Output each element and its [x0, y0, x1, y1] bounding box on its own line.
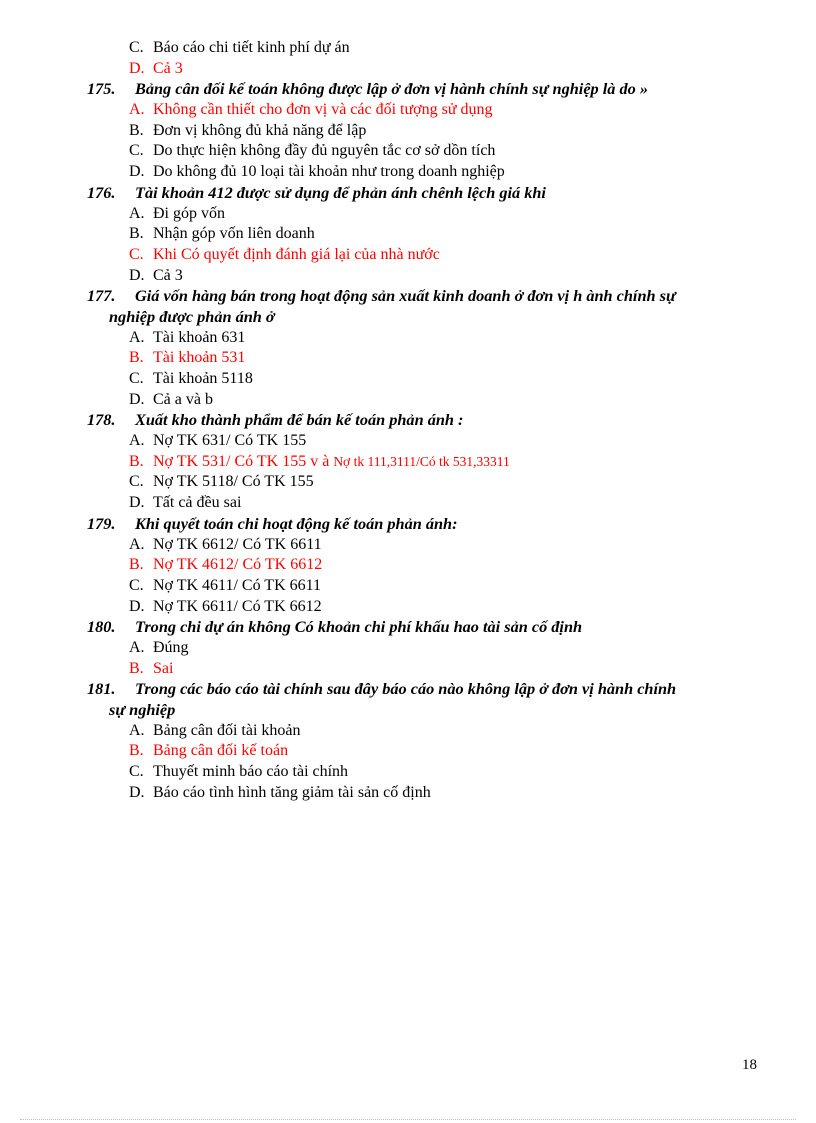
- option-letter: D.: [129, 163, 145, 181]
- option-letter: B.: [129, 349, 144, 367]
- question-number: 175.: [87, 79, 116, 99]
- option-text-extra: Nợ tk 111,3111/Có tk 531,33311: [333, 453, 510, 469]
- option-text: Bảng cân đối kế toán: [153, 742, 289, 760]
- answer-option: [0, 472, 816, 493]
- answer-option: [0, 369, 816, 390]
- answer-option: [0, 121, 816, 142]
- option-text: Báo cáo tình hình tăng giảm tài sản cố định: [153, 783, 431, 801]
- question-text: Xuất kho thành phẩm để bán kế toán phản ánh :: [135, 410, 464, 430]
- question-text: Khi quyết toán chi hoạt động kế toán phản ánh:: [135, 513, 458, 533]
- question-text: nghiệp được phản ánh ở: [109, 306, 275, 326]
- option-text: Nhận góp vốn liên doanh: [153, 225, 315, 243]
- option-text: Tất cả đều sai: [153, 494, 242, 512]
- option-text: Cả 3: [153, 266, 183, 284]
- answer-option: [0, 224, 816, 245]
- option-letter: A.: [129, 432, 145, 450]
- answer-option: [0, 783, 816, 804]
- question-list: [0, 38, 816, 803]
- answer-option-correct: [0, 245, 816, 266]
- question-number: 179.: [87, 513, 116, 533]
- option-letter: C.: [129, 576, 144, 594]
- answer-option: [0, 535, 816, 556]
- option-text: Đơn vị không đủ khả năng để lập: [153, 121, 367, 139]
- option-letter: C.: [129, 763, 144, 781]
- answer-option: [0, 493, 816, 514]
- option-text: Tài khoản 531: [153, 349, 246, 367]
- option-text: Cả a và b: [153, 390, 213, 408]
- answer-option: [0, 141, 816, 162]
- question-text: Giá vốn hàng bán trong hoạt động sản xuất kinh doanh ở đơn vị h ành chính sự: [135, 286, 676, 306]
- option-letter: A.: [129, 101, 145, 119]
- answer-option-correct: [0, 59, 816, 80]
- option-letter: D.: [129, 59, 145, 77]
- question-number: 180.: [87, 617, 116, 637]
- option-letter: B.: [129, 452, 144, 470]
- question-text: Bảng cân đối kế toán không được lập ở đơn vị hành chính sự nghiệp là do »: [135, 79, 648, 99]
- option-letter: B.: [129, 659, 144, 677]
- answer-option-correct: [0, 348, 816, 369]
- option-text: Khi Có quyết định đánh giá lại của nhà nước: [153, 245, 440, 263]
- question-text-continued: [0, 700, 816, 721]
- option-text: Tài khoản 5118: [153, 370, 253, 387]
- option-letter: C.: [129, 142, 144, 160]
- answer-option: [0, 597, 816, 618]
- question-number: 176.: [87, 182, 116, 202]
- question-heading: [0, 286, 816, 307]
- question-text: Trong chi dự án không Có khoản chi phí khấu hao tài sản cố định: [135, 617, 583, 637]
- question-text: Trong các báo cáo tài chính sau đây báo cáo nào không lập ở đơn vị hành chính: [135, 679, 677, 699]
- question-heading: [0, 679, 816, 700]
- option-text: Nợ TK 5118/ Có TK 155: [153, 473, 314, 491]
- option-letter: A.: [129, 328, 145, 346]
- option-text: Sai: [153, 659, 174, 677]
- option-text: Không cần thiết cho đơn vị và các đối tượng sử dụng: [153, 101, 493, 119]
- question-heading: [0, 410, 816, 431]
- option-text: Đúng: [153, 638, 189, 656]
- answer-option: [0, 576, 816, 597]
- option-letter: C.: [129, 370, 144, 387]
- option-letter: A.: [129, 204, 145, 222]
- answer-option: [0, 390, 816, 411]
- option-letter: B.: [129, 742, 144, 760]
- option-letter: A.: [129, 535, 145, 553]
- answer-option: [0, 431, 816, 452]
- option-text: Tài khoản 631: [153, 328, 246, 346]
- question-text: sự nghiệp: [109, 700, 176, 719]
- option-text: Bảng cân đối tài khoản: [153, 721, 301, 739]
- option-letter: A.: [129, 638, 145, 656]
- answer-option: [0, 328, 816, 349]
- answer-option: [0, 762, 816, 783]
- answer-option-correct: [0, 555, 816, 576]
- answer-option-correct: [0, 452, 816, 473]
- option-letter: C.: [129, 473, 144, 491]
- footer-dotted-rule: [20, 1119, 796, 1120]
- answer-option: [0, 638, 816, 659]
- option-text: Nợ TK 6611/ Có TK 6612: [153, 597, 322, 615]
- question-heading: [0, 514, 816, 535]
- answer-option: [0, 266, 816, 287]
- question-number: 181.: [87, 679, 116, 699]
- option-letter: B.: [129, 556, 144, 574]
- option-text: Do thực hiện không đầy đủ nguyên tắc cơ sở dồn tích: [153, 142, 496, 160]
- option-letter: C.: [129, 245, 144, 263]
- answer-option-correct: [0, 100, 816, 121]
- option-text: Đi góp vốn: [153, 204, 225, 222]
- option-text: Báo cáo chi tiết kinh phí dự án: [153, 39, 350, 56]
- option-letter: D.: [129, 494, 145, 512]
- option-text: Nợ TK 4612/ Có TK 6612: [153, 556, 323, 574]
- question-text: Tài khoản 412 được sử dụng để phản ánh chênh lệch giá khi: [135, 182, 546, 202]
- option-text: Nợ TK 6612/ Có TK 6611: [153, 535, 322, 553]
- answer-option: [0, 721, 816, 742]
- answer-option: [0, 38, 816, 59]
- option-text: Thuyết minh báo cáo tài chính: [153, 763, 349, 781]
- option-text: Cả 3: [153, 59, 183, 77]
- question-number: 177.: [87, 286, 116, 306]
- option-letter: C.: [129, 39, 144, 56]
- option-letter: D.: [129, 266, 145, 284]
- answer-option-correct: [0, 659, 816, 680]
- option-letter: B.: [129, 121, 144, 139]
- page-number: 18: [742, 1057, 757, 1073]
- question-text-continued: [0, 307, 816, 328]
- option-text: Nợ TK 531/ Có TK 155 v à: [153, 452, 334, 470]
- option-text: Do không đủ 10 loại tài khoản như trong doanh nghiệp: [153, 163, 505, 181]
- answer-option: [0, 204, 816, 225]
- option-letter: D.: [129, 597, 145, 615]
- option-text: Nợ TK 631/ Có TK 155: [153, 432, 307, 450]
- option-letter: D.: [129, 390, 145, 408]
- option-letter: A.: [129, 721, 145, 739]
- option-letter: D.: [129, 783, 145, 801]
- question-number: 178.: [87, 410, 116, 430]
- answer-option-correct: [0, 741, 816, 762]
- option-letter: B.: [129, 225, 144, 243]
- question-heading: [0, 617, 816, 638]
- question-heading: [0, 79, 816, 100]
- answer-option: [0, 162, 816, 183]
- option-text: Nợ TK 4611/ Có TK 6611: [153, 576, 322, 594]
- question-heading: [0, 183, 816, 204]
